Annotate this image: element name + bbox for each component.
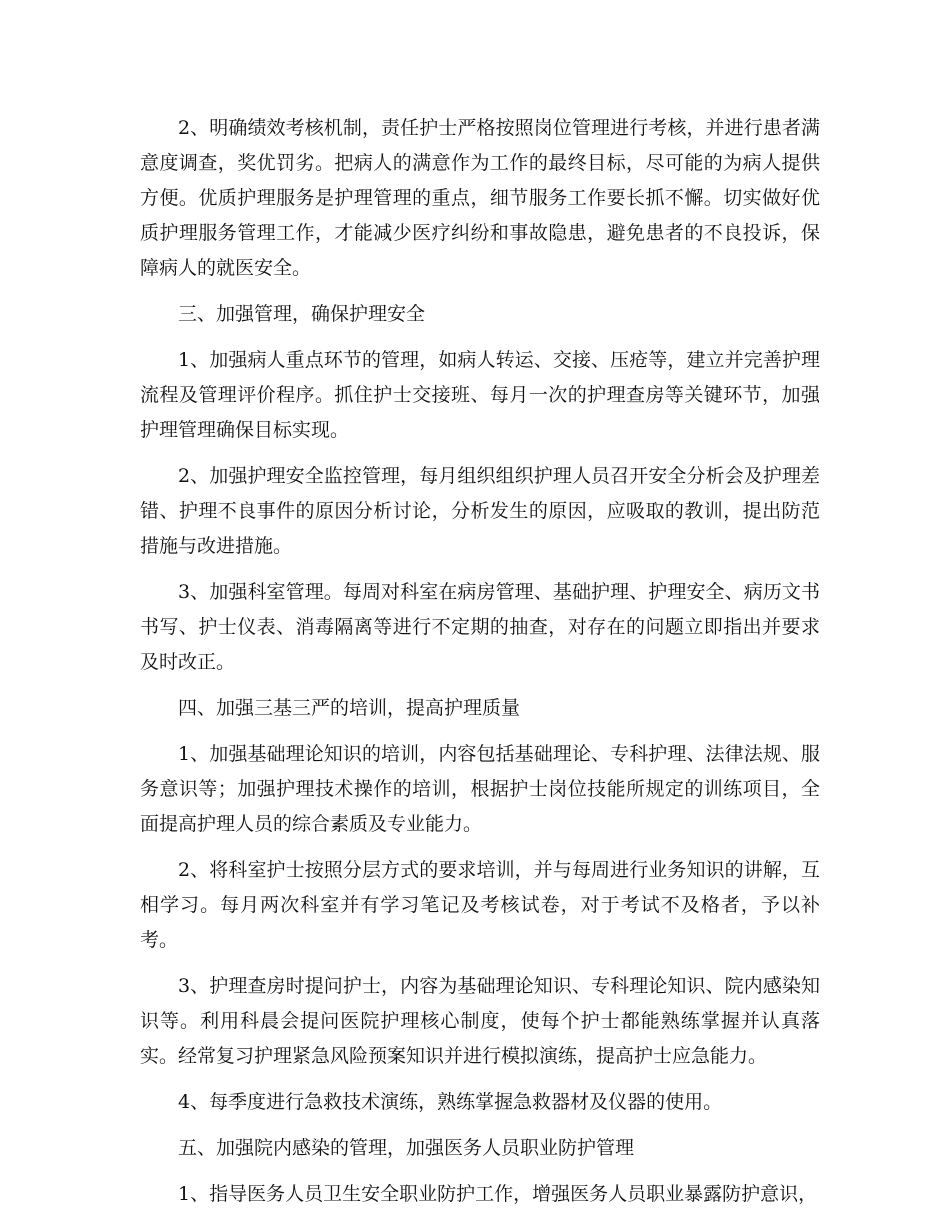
paragraph: 2、加强护理安全监控管理，每月组织组织护理人员召开安全分析会及护理差错、护理不良事件的原因分析讨论，分析发生的原因，应吸取的教训，提出防范措施与改进措施。 bbox=[140, 465, 820, 557]
document-body bbox=[140, 111, 820, 1223]
paragraph: 2、将科室护士按照分层方式的要求培训，并与每周进行业务知识的讲解，互相学习。每月两次科室并有学习笔记及考核试卷，对于考试不及格者，予以补考。 bbox=[140, 859, 820, 951]
paragraph: 1、加强病人重点环节的管理，如病人转运、交接、压疮等，建立并完善护理流程及管理评价程序。抓住护士交接班、每月一次的护理查房等关键环节，加强护理管理确保目标实现。 bbox=[140, 349, 820, 441]
section-heading: 三、加强管理，确保护理安全 bbox=[178, 303, 426, 325]
paragraph: 2、明确绩效考核机制，责任护士严格按照岗位管理进行考核，并进行患者满意度调查，奖优罚劣。把病人的满意作为工作的最终目标，尽可能的为病人提供方便。优质护理服务是护理管理的重点，细节服务工作要长抓不懈。切实做好优质护理服务管理工作，才能减少医疗纠纷和事故隐患，避免患者的不良投诉，保障病人的就医安全。 bbox=[140, 117, 820, 279]
paragraph: 1、指导医务人员卫生安全职业防护工作，增强医务人员职业暴露防护意识， bbox=[178, 1183, 818, 1205]
paragraph: 4、每季度进行急救技术演练，熟练掌握急救器材及仪器的使用。 bbox=[178, 1091, 723, 1113]
section-heading: 五、加强院内感染的管理，加强医务人员职业防护管理 bbox=[178, 1137, 635, 1159]
paragraph: 3、加强科室管理。每周对科室在病房管理、基础护理、护理安全、病历文书书写、护士仪表、消毒隔离等进行不定期的抽查，对存在的问题立即指出并要求及时改正。 bbox=[140, 581, 820, 673]
paragraph: 1、加强基础理论知识的培训，内容包括基础理论、专科护理、法律法规、服务意识等；加强护理技术操作的培训，根据护士岗位技能所规定的训练项目，全面提高护理人员的综合素质及专业能力。 bbox=[140, 743, 820, 835]
paragraph: 3、护理查房时提问护士，内容为基础理论知识、专科理论知识、院内感染知识等。利用科晨会提问医院护理核心制度，使每个护士都能熟练掌握并认真落实。经常复习护理紧急风险预案知识并进行模拟演练，提高护士应急能力。 bbox=[140, 975, 820, 1067]
section-heading: 四、加强三基三严的培训，提高护理质量 bbox=[178, 697, 521, 719]
